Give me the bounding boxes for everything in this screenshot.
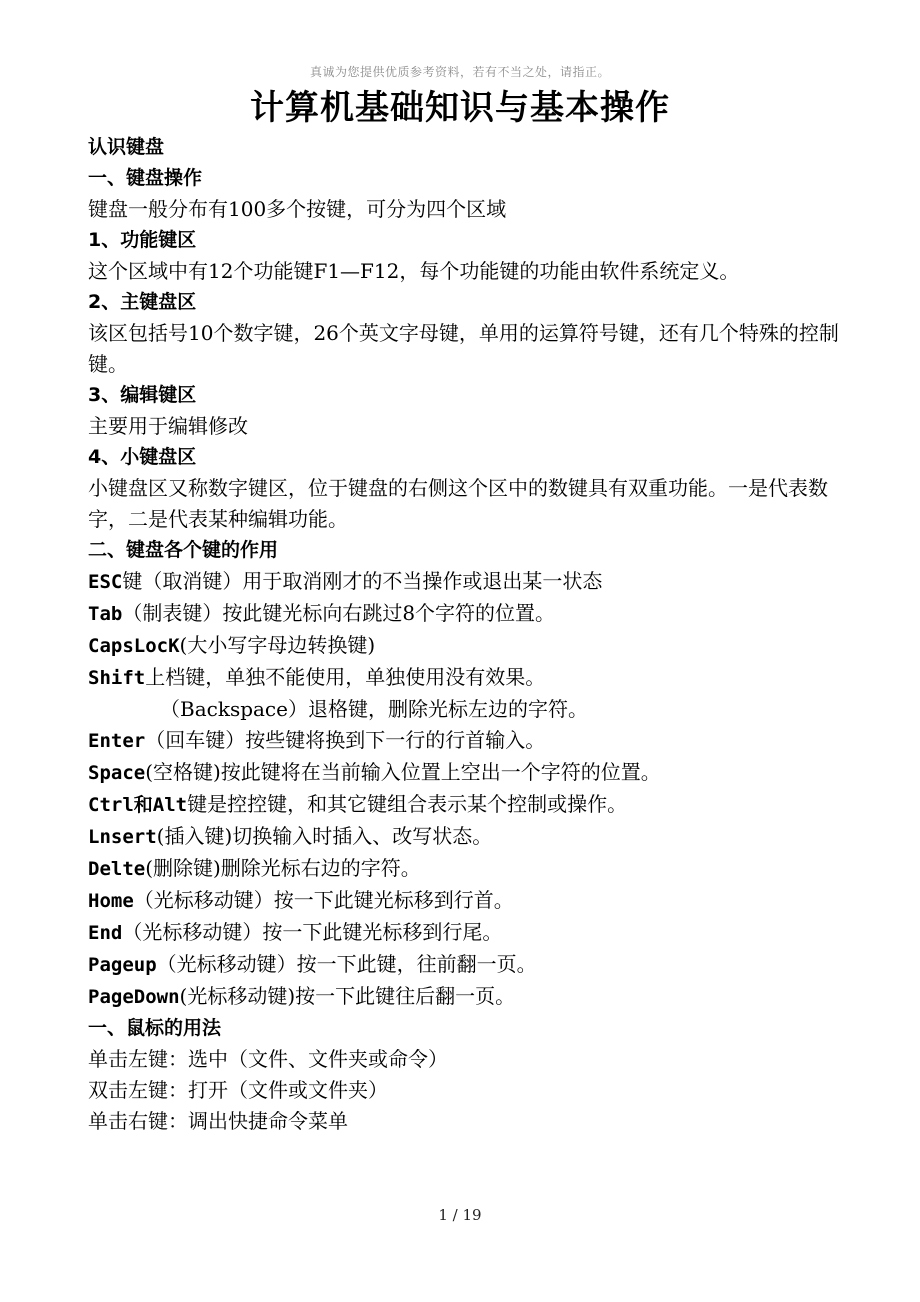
key-name: Space — [88, 762, 146, 784]
body-line: 小键盘区又称数字键区，位于键盘的右侧这个区中的数键具有双重功能。一是代表数字，二是代表某种编辑功能。 — [88, 476, 828, 531]
key-description: (删除键)删除光标右边的字符。 — [145, 856, 421, 880]
key-name: Shift — [88, 667, 146, 689]
key-description-line — [88, 566, 848, 598]
key-description: (空格键)按此键将在当前输入位置上空出一个字符的位置。 — [145, 760, 661, 784]
key-description-line — [88, 725, 848, 757]
body-line: 双击左键：打开（文件或文件夹） — [88, 1078, 388, 1102]
section-heading: 1、功能键区 — [88, 229, 197, 251]
key-description-line — [88, 981, 848, 1013]
document-title: 计算机基础知识与基本操作 — [250, 88, 670, 128]
key-description-line — [88, 598, 848, 630]
page-number: 1 / 19 — [438, 1206, 482, 1224]
section-heading: 3、编辑键区 — [88, 384, 197, 406]
section-heading: 2、主键盘区 — [88, 291, 197, 313]
key-description-line — [88, 630, 848, 662]
document-body — [88, 132, 848, 1137]
key-description: (大小写字母边转换键) — [179, 633, 376, 657]
key-name: CapsLocK — [88, 635, 180, 657]
body-line: 主要用于编辑修改 — [88, 414, 248, 438]
key-name: End — [88, 922, 123, 944]
body-line: 该区包括号10个数字键，26个英文字母键，单用的运算符号键，还有几个特殊的控制键。 — [88, 321, 839, 376]
key-description: （光标移动键）按一下此键光标移到行首。 — [133, 888, 514, 912]
key-description-line — [88, 821, 848, 853]
key-name: Enter — [88, 730, 146, 752]
key-description-line — [88, 949, 848, 981]
section-heading: 一、键盘操作 — [88, 167, 203, 189]
section-heading: 二、键盘各个键的作用 — [88, 539, 279, 561]
key-name: PageDown — [88, 986, 180, 1008]
key-description: （光标移动键）按一下此键，往前翻一页。 — [156, 952, 537, 976]
key-name: Tab — [88, 603, 123, 625]
body-line: 单击右键：调出快捷命令菜单 — [88, 1109, 348, 1133]
key-description: （回车键）按些键将换到下一行的行首输入。 — [145, 728, 546, 752]
key-description: （制表键）按此键光标向右跳过8个字符的位置。 — [122, 601, 556, 625]
key-description-line — [88, 789, 848, 821]
key-description: （光标移动键）按一下此键光标移到行尾。 — [122, 920, 503, 944]
key-name: ESC — [88, 571, 123, 593]
key-name: Ctrl和Alt — [88, 794, 188, 816]
key-description-line — [88, 853, 848, 885]
section-heading: 认识键盘 — [88, 136, 165, 158]
key-name: Lnsert — [88, 826, 157, 848]
key-description: (插入键)切换输入时插入、改写状态。 — [156, 824, 493, 848]
key-description: 上档键，单独不能使用，单独使用没有效果。 — [145, 665, 546, 689]
key-description-line — [88, 757, 848, 789]
key-description: (光标移动键)按一下此键往后翻一页。 — [179, 984, 516, 1008]
body-line: 键盘一般分布有100多个按键，可分为四个区域 — [88, 197, 507, 221]
key-description-line — [88, 662, 848, 694]
body-line: 单击左键：选中（文件、文件夹或命令） — [88, 1047, 448, 1071]
key-name: Pageup — [88, 954, 157, 976]
section-heading: 4、小键盘区 — [88, 446, 197, 468]
body-line: （Backspace）退格键，删除光标左边的字符。 — [160, 697, 588, 721]
key-description-line — [88, 885, 848, 917]
key-description: 键（取消键）用于取消刚才的不当操作或退出某一状态 — [122, 569, 603, 593]
header-note: 真诚为您提供优质参考资料，若有不当之处，请指正。 — [309, 65, 610, 79]
section-heading: 一、鼠标的用法 — [88, 1017, 222, 1039]
body-line: 这个区域中有12个功能键F1—F12，每个功能键的功能由软件系统定义。 — [88, 259, 740, 283]
key-name: Home — [88, 890, 134, 912]
key-description-line — [88, 917, 848, 949]
key-description: 键是控控键，和其它键组合表示某个控制或操作。 — [187, 792, 628, 816]
key-name: Delte — [88, 858, 146, 880]
